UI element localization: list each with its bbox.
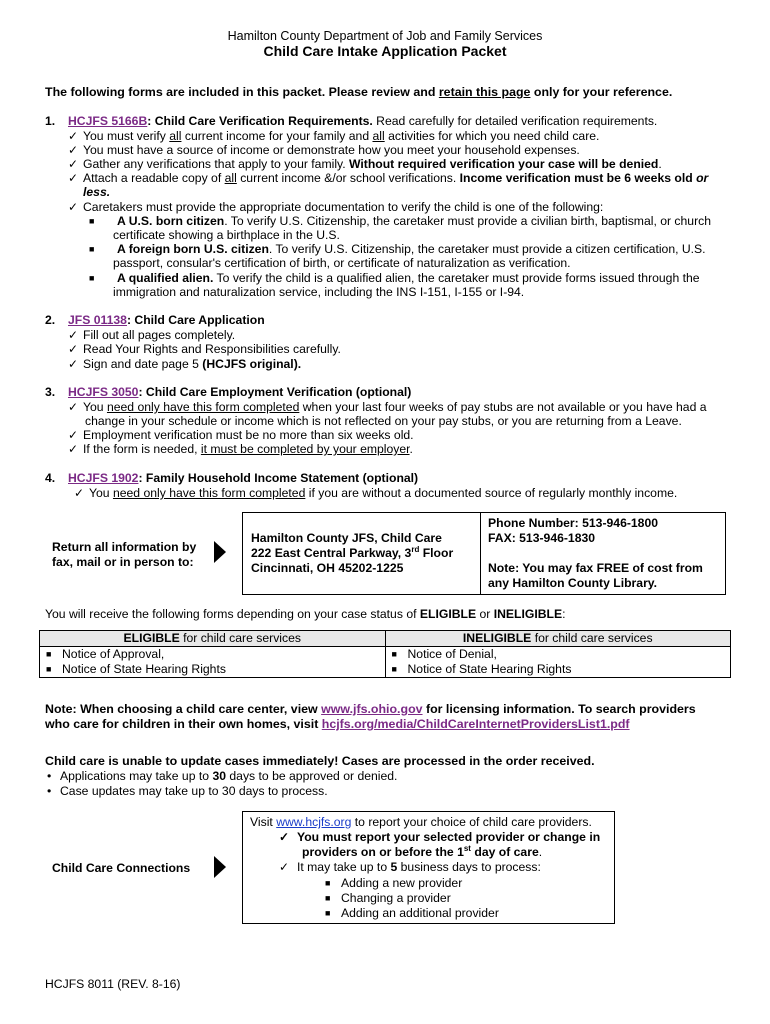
- list-item: ✓ You need only have this form completed when your last four weeks of pay stubs are not available or you have had a: [68, 400, 707, 414]
- list-item-continued: providers on or before the 1st day of care.: [302, 843, 543, 859]
- list-item: ✓ You must have a source of income or demonstrate how you meet your household expenses.: [68, 143, 580, 157]
- list-item: ■ Notice of State Hearing Rights: [391, 662, 572, 676]
- provider-note-line2: who care for children in their own homes, visit hcjfs.org/media/ChildCareInternetProvidersList1.pdf: [45, 717, 630, 731]
- jfs-ohio-link[interactable]: www.jfs.ohio.gov: [321, 702, 423, 716]
- square-bullet-icon: ■: [46, 649, 52, 659]
- list-item: ✓ You need only have this form completed if you are without a documented source of regularly monthly income.: [74, 486, 678, 500]
- arrow-right-icon: [214, 856, 226, 878]
- section4-heading: HCJFS 1902: Family Household Income Statement (optional): [68, 471, 419, 485]
- connections-label: Child Care Connections: [52, 861, 191, 875]
- eligible-header: ELIGIBLE for child care services: [40, 631, 386, 647]
- check-icon: ✓: [279, 860, 290, 874]
- providers-list-link[interactable]: hcjfs.org/media/ChildCareInternetProvidersList1.pdf: [321, 717, 630, 731]
- check-icon: ✓: [68, 342, 79, 356]
- page-title: Child Care Intake Application Packet: [263, 43, 507, 59]
- sub-list-item: ■ A qualified alien. To verify the child is a qualified alien, the caretaker must provide forms issued through the: [89, 271, 700, 285]
- divider: [480, 513, 481, 594]
- list-item: ✓ If the form is needed, it must be completed by your employer.: [68, 442, 413, 456]
- visit-line: Visit www.hcjfs.org to report your choice of child care providers.: [250, 815, 592, 829]
- check-icon: ✓: [68, 143, 79, 157]
- square-bullet-icon: ■: [325, 908, 331, 918]
- list-item: ■ Notice of Denial,: [391, 647, 497, 661]
- check-icon: ✓: [68, 157, 79, 171]
- arrow-right-icon: [214, 541, 226, 563]
- hcjfs-link[interactable]: www.hcjfs.org: [276, 815, 352, 829]
- section1-number: 1.: [45, 114, 56, 128]
- intro-text: The following forms are included in this packet. Please review and retain this page only for your reference.: [45, 85, 673, 99]
- eligible-cell: [40, 647, 386, 678]
- square-bullet-icon: ■: [89, 216, 95, 226]
- check-icon: ✓: [68, 200, 79, 214]
- provider-note: Note: When choosing a child care center, view www.jfs.ohio.gov for licensing information. To search providers: [45, 702, 696, 716]
- return-address-box: [242, 512, 726, 595]
- list-item-continued: change in your schedule or income which is not reflected on your pay stubs, or you are returning from a Leave.: [85, 414, 682, 428]
- check-icon: ✓: [68, 328, 79, 342]
- sub-list-item: ■ A U.S. born citizen. To verify U.S. Citizenship, the caretaker must provide a civilian birth, baptismal, or church: [89, 214, 712, 228]
- sub-list-item: ■ Adding an additional provider: [325, 906, 499, 920]
- square-bullet-icon: ■: [46, 664, 52, 674]
- list-item: ✓ Read Your Rights and Responsibilities carefully.: [68, 342, 341, 356]
- list-item: • Applications may take up to 30 days to be approved or denied.: [47, 769, 398, 783]
- square-bullet-icon: ■: [89, 273, 95, 283]
- list-item: ✓ It may take up to 5 business days to process:: [279, 860, 541, 874]
- check-icon: ✓: [68, 129, 79, 143]
- bullet-icon: •: [47, 769, 52, 783]
- square-bullet-icon: ■: [325, 893, 331, 903]
- list-item: ■ Notice of State Hearing Rights: [46, 662, 226, 676]
- list-item: ✓ Attach a readable copy of all current income &/or school verifications. Income verification must be 6 weeks old or: [68, 171, 709, 185]
- update-heading: Child care is unable to update cases immediately! Cases are processed in the order received.: [45, 754, 595, 768]
- ineligible-cell: [385, 647, 731, 678]
- sub-list-item: ■ Adding a new provider: [325, 876, 463, 890]
- list-item: ✓ Gather any verifications that apply to your family. Without required verification your case will be denied.: [68, 157, 662, 171]
- list-item: ✓ Fill out all pages completely.: [68, 328, 236, 342]
- list-item: ✓ Caretakers must provide the appropriate documentation to verify the child is one of the following:: [68, 200, 604, 214]
- form-link-5166b[interactable]: HCJFS 5166B: [68, 114, 148, 128]
- square-bullet-icon: ■: [325, 878, 331, 888]
- address-block: Hamilton County JFS, Child Care 222 East Central Parkway, 3rd Floor Cincinnati, OH 45202-1225: [251, 531, 454, 575]
- section1-heading: HCJFS 5166B: Child Care Verification Requirements. Read carefully for detailed verification requirements.: [68, 114, 658, 128]
- agency-name: Hamilton County Department of Job and Family Services: [227, 29, 543, 43]
- section3-heading: HCJFS 3050: Child Care Employment Verification (optional): [68, 385, 412, 399]
- square-bullet-icon: ■: [89, 244, 95, 254]
- sub-list-item-continued: certificate showing a birthplace in the U.S.: [113, 228, 340, 242]
- list-item: ✓ You must report your selected provider or change in: [279, 830, 601, 844]
- sub-list-item-continued: immigration and naturalization service, including the INS I-151, I-155 or I-94.: [113, 285, 525, 299]
- return-label: Return all information by fax, mail or in person to:: [52, 540, 197, 569]
- check-icon: ✓: [68, 357, 79, 371]
- form-link-01138[interactable]: JFS 01138: [68, 313, 127, 327]
- form-id: HCJFS 8011 (REV. 8-16): [45, 977, 181, 991]
- check-icon: ✓: [279, 830, 290, 844]
- list-item: • Case updates may take up to 30 days to process.: [47, 784, 328, 798]
- form-link-3050[interactable]: HCJFS 3050: [68, 385, 139, 399]
- list-item: ✓ Employment verification must be no more than six weeks old.: [68, 428, 414, 442]
- list-item: ■ Notice of Approval,: [46, 647, 165, 661]
- ineligible-header: INELIGIBLE for child care services: [385, 631, 731, 647]
- form-link-1902[interactable]: HCJFS 1902: [68, 471, 139, 485]
- square-bullet-icon: ■: [391, 649, 397, 659]
- section4-number: 4.: [45, 471, 56, 485]
- sub-list-item: ■ A foreign born U.S. citizen. To verify U.S. Citizenship, the caretaker must provide a citizen certification, U.S.: [89, 242, 706, 256]
- section2-heading: JFS 01138: Child Care Application: [68, 313, 265, 327]
- list-item-continued: less.: [83, 185, 111, 199]
- sub-list-item-continued: passport, consular's certification of birth, or certificate of naturalization as verification.: [113, 256, 571, 270]
- connections-box: [242, 811, 615, 924]
- list-item: ✓ You must verify all current income for your family and all activities for which you need child care.: [68, 129, 600, 143]
- status-intro: You will receive the following forms depending on your case status of ELIGIBLE or INELIGIBLE:: [45, 607, 566, 621]
- check-icon: ✓: [74, 486, 85, 500]
- list-item: ✓ Sign and date page 5 (HCJFS original).: [68, 357, 302, 371]
- status-table: [39, 630, 731, 678]
- bullet-icon: •: [47, 784, 52, 798]
- square-bullet-icon: ■: [391, 664, 397, 674]
- check-icon: ✓: [68, 400, 79, 414]
- contact-block: Phone Number: 513-946-1800 FAX: 513-946-1830 Note: You may fax FREE of cost from any Hamilton County Library.: [488, 516, 703, 590]
- section3-number: 3.: [45, 385, 56, 399]
- check-icon: ✓: [68, 171, 79, 185]
- section2-number: 2.: [45, 313, 56, 327]
- sub-list-item: ■ Changing a provider: [325, 891, 451, 905]
- check-icon: ✓: [68, 442, 79, 456]
- check-icon: ✓: [68, 428, 79, 442]
